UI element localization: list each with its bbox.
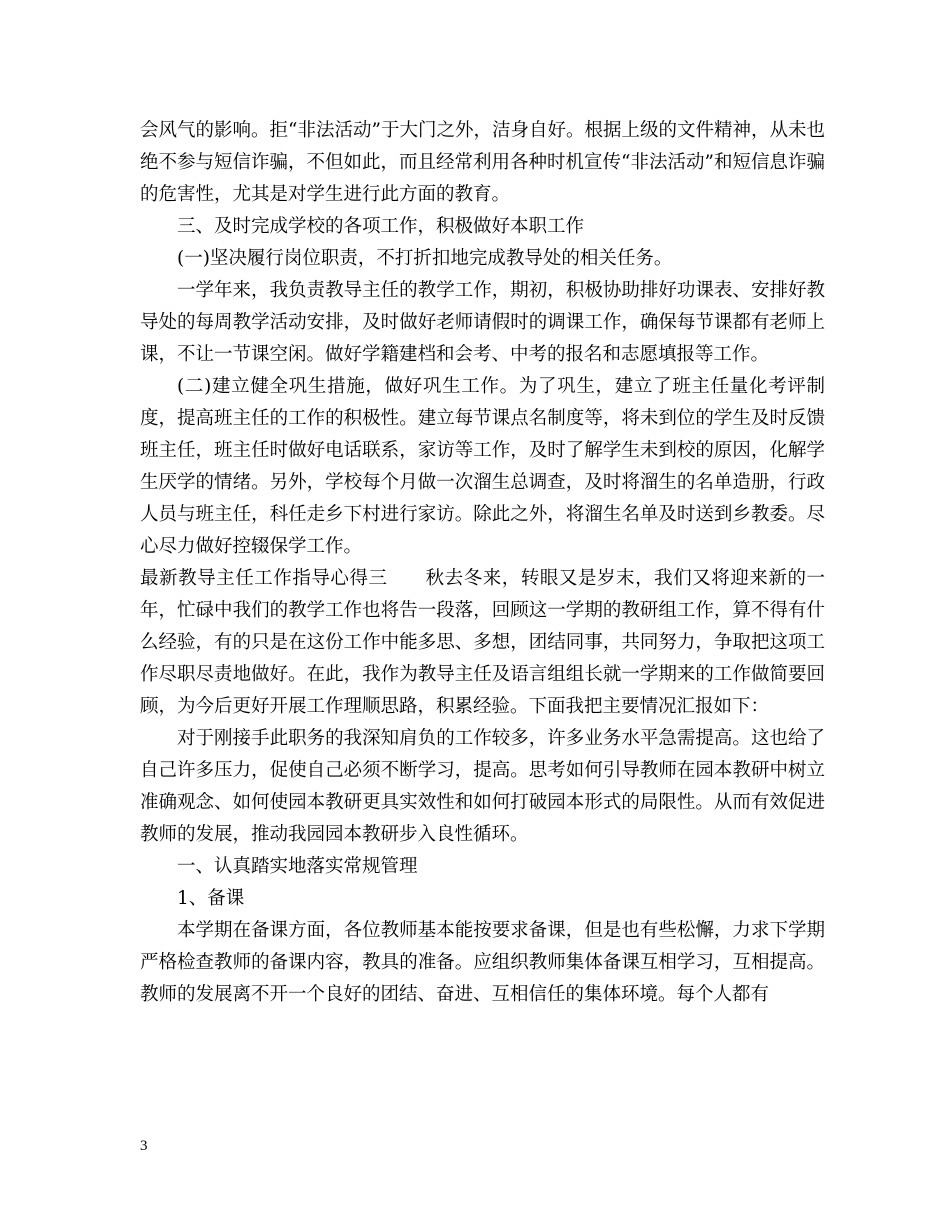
- section-heading-3: 三、及时完成学校的各项工作，积极做好本职工作: [177, 216, 585, 237]
- paragraph-2: 一学年来，我负责教导主任的教学工作，期初，积极协助排好功课表、安排好教导处的每周教学活动安排，及时做好老师请假时的调课工作，确保每节课都有老师上课，不让一节课空闲。做好学籍建档和会考、中考的报名和志愿填报等工作。: [140, 280, 825, 365]
- section-heading-1: 一、认真踏实地落实常规管理: [177, 856, 418, 877]
- subheading-1: (一)坚决履行岗位职责，不打折扣地完成教导处的相关任务。: [177, 248, 673, 269]
- subheading-lesson-prep: 1、备课: [177, 888, 245, 909]
- paragraph-1: 会风气的影响。拒“非法活动”于大门之外，洁身自好。根据上级的文件精神，从未也绝不参与短信诈骗，不但如此，而且经常利用各种时机宣传“非法活动”和短信息诈骗的危害性，尤其是对学生进行此方面的教育。: [140, 120, 825, 205]
- paragraph-3: (二)建立健全巩生措施，做好巩生工作。为了巩生，建立了班主任量化考评制度，提高班主任的工作的积极性。建立每节课点名制度等，将未到位的学生及时反馈班主任，班主任时做好电话联系，家访等工作，及时了解学生未到校的原因，化解学生厌学的情绪。另外，学校每个月做一次溜生总调查，及时将溜生的名单造册，行政人员与班主任，科任走乡下村进行家访。除此之外，将溜生名单及时送到乡教委。尽心尽力做好控辍保学工作。: [140, 376, 825, 557]
- paragraph-6: 本学期在备课方面，各位教师基本能按要求备课，但是也有些松懈，力求下学期严格检查教师的备课内容，教具的准备。应组织教师集体备课互相学习，互相提高。教师的发展离不开一个良好的团结、奋进、互相信任的集体环境。每个人都有: [140, 920, 825, 1005]
- paragraph-5: 对于刚接手此职务的我深知肩负的工作较多，许多业务水平急需提高。这也给了自己许多压力，促使自己必须不断学习，提高。思考如何引导教师在园本教研中树立准确观念、如何使园本教研更具实效性和如何打破园本形式的局限性。从而有效促进教师的发展，推动我园园本教研步入良性循环。: [140, 728, 825, 845]
- paragraph-4: 最新教导主任工作指导心得三 秋去冬来，转眼又是岁末，我们又将迎来新的一年，忙碌中我们的教学工作也将告一段落，回顾这一学期的教研组工作，算不得有什么经验，有的只是在这份工作中能多思、多想，团结同事，共同努力，争取把这项工作尽职尽责地做好。在此，我作为教导主任及语言组组长就一学期来的工作做简要回顾，为今后更好开展工作理顺思路，积累经验。下面我把主要情况汇报如下：: [140, 568, 825, 717]
- document-body: [140, 115, 825, 1011]
- page-number: 3: [140, 1138, 148, 1154]
